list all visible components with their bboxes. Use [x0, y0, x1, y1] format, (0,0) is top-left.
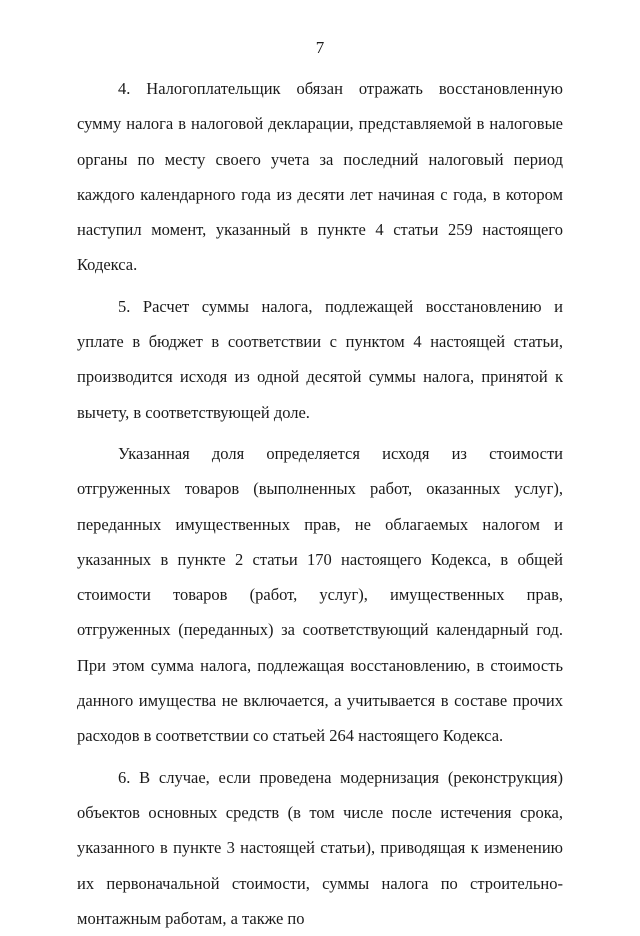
paragraph-share-definition: Указанная доля определяется исходя из стоимости отгруженных товаров (выполненных работ, оказанных услуг), переданных имущественных прав, не облагаемых налогом и указанных в пункте 2 статьи 170 настоящего Кодекса, в общей стоимости товаров (работ, услуг), имущественных прав, отгруженных (переданных) за соответствующий календарный год. При этом сумма налога, подлежащая восстановлению, в стоимость данного имущества не включается, а учитывается в составе прочих расходов в соответствии со статьей 264 настоящего Кодекса.	[77, 443, 563, 746]
paragraph-item-6: 6. В случае, если проведена модернизация (реконструкция) объектов основных средств (в том числе после истечения срока, указанного в пункте 3 настоящей статьи), приводящая к изменению их первоначальной стоимости, суммы налога по строительно-монтажным работам, а также по	[77, 767, 563, 928]
paragraph-item-4: 4. Налогоплательщик обязан отражать восстановленную сумму налога в налоговой декларации, представляемой в налоговые органы по месту своего учета за последний налоговый период каждого календарного года из десяти лет начиная с года, в котором наступил момент, указанный в пункте 4 статьи 259 настоящего Кодекса.	[77, 79, 563, 275]
paragraph-item-5: 5. Расчет суммы налога, подлежащей восстановлению и уплате в бюджет в соответствии с пунктом 4 настоящей статьи, производится исходя из одной десятой суммы налога, принятой к вычету, в соответствующей доле.	[77, 296, 563, 422]
document-body	[77, 71, 563, 936]
page-number: 7	[315, 38, 325, 57]
